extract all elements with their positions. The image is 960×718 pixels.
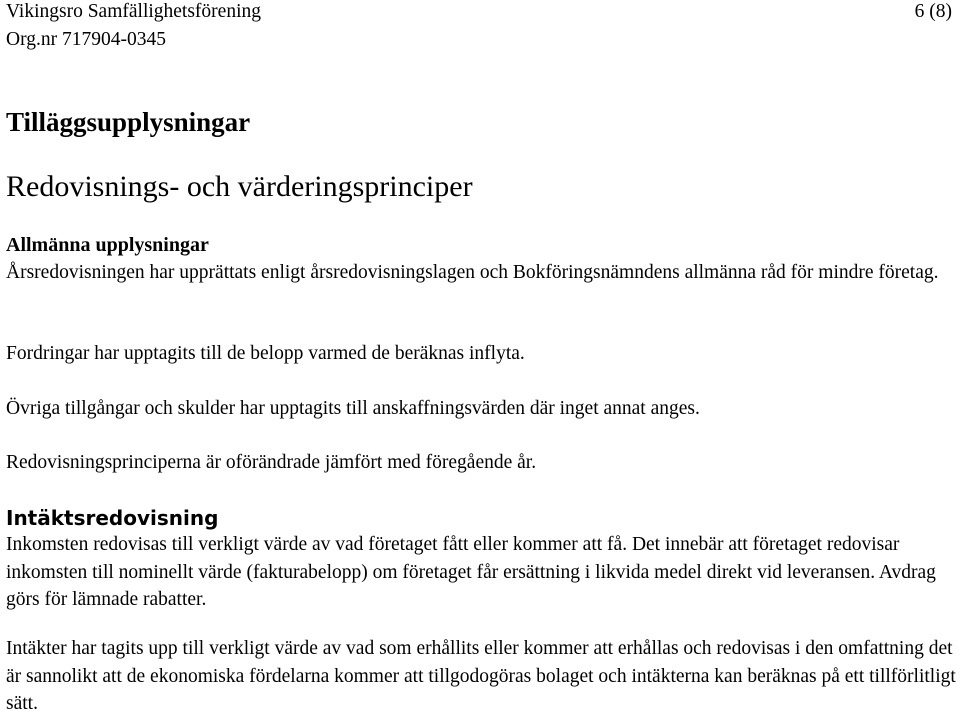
org-number: Org.nr 717904-0345 [6, 29, 166, 50]
page-title: Tilläggsupplysningar [6, 107, 251, 137]
general-heading: Allmänna upplysningar [6, 234, 209, 256]
revenue-heading: Intäktsredovisning [6, 506, 219, 530]
revenue-paragraph-1: Inkomsten redovisas till verkligt värde av vad företaget fått eller kommer att få. Det innebär att företaget redovisar inkomsten till nominellt värde (fakturabelopp) om företaget får ersättning i likvida medel direkt vid leveransen. Avdrag görs för lämnade rabatter. [6, 534, 936, 610]
general-paragraph-1: Årsredovisningen har upprättats enligt årsredovisningslagen och Bokföringsnämndens allmänna råd för mindre företag. [6, 262, 939, 283]
general-paragraph-3: Övriga tillgångar och skulder har upptagits till anskaffningsvärden där inget annat anges. [6, 398, 700, 419]
section-title: Redovisnings- och värderingsprinciper [6, 170, 473, 203]
organization-name: Vikingsro Samfällighetsförening [6, 1, 261, 22]
revenue-paragraph-2: Intäkter har tagits upp till verkligt värde av vad som erhållits eller kommer att erhållas och redovisas i den omfattning det är sannolikt att de ekonomiska fördelarna kommer att tillgodogöras bolaget och intäkterna kan beräknas på ett tillförlitligt sätt. [6, 638, 956, 714]
general-paragraph-2: Fordringar har upptagits till de belopp varmed de beräknas inflyta. [6, 343, 525, 364]
general-paragraph-4: Redovisningsprinciperna är oförändrade jämfört med föregående år. [6, 452, 537, 473]
page-number: 6 (8) [914, 1, 952, 22]
